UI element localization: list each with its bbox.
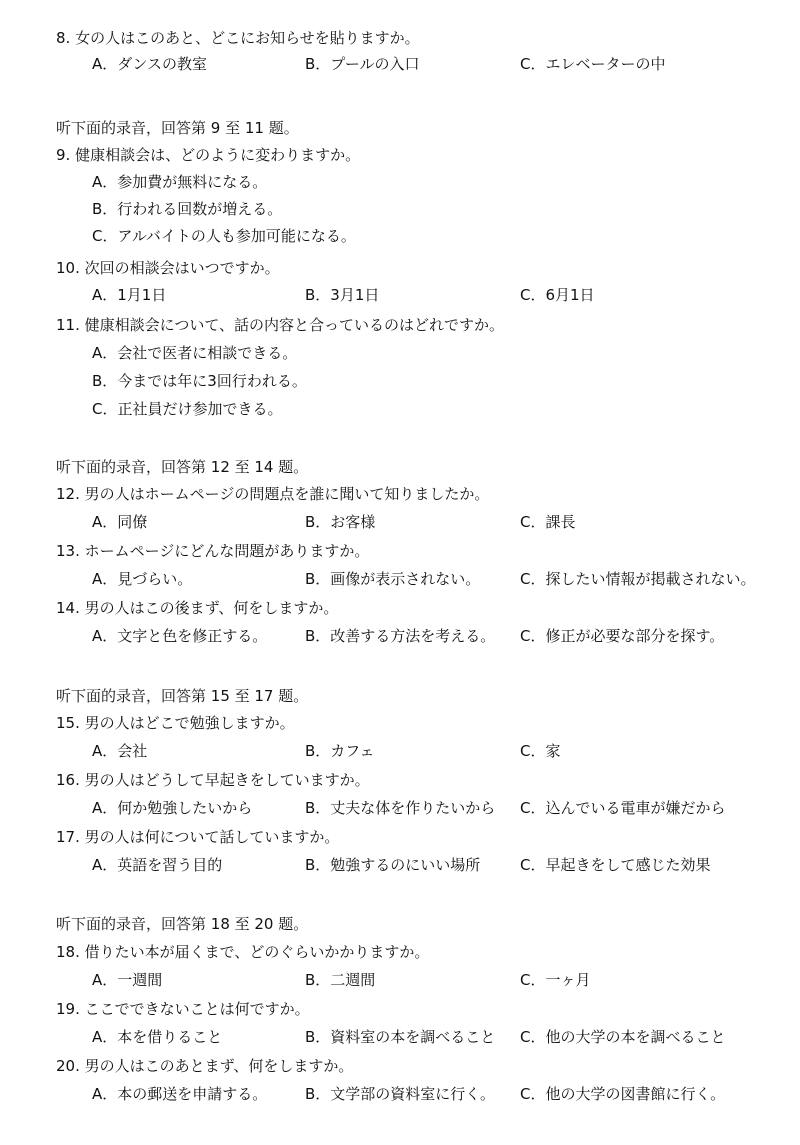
question-12-options [0, 510, 800, 534]
question-20-options [0, 1082, 800, 1106]
option-b: B．お客様 [305, 513, 376, 531]
question-text: 8. 女の人はこのあと、どこにお知らせを貼りますか。 [56, 29, 420, 47]
question-8-options [0, 52, 800, 76]
question-18 [0, 940, 800, 964]
option-c: C．他の大学の図書館に行く。 [520, 1085, 726, 1103]
option-c: C．早起きをして感じた効果 [520, 856, 711, 874]
option-a: A．1月1日 [92, 286, 167, 304]
question-11-option-b [0, 369, 800, 393]
option-b: B．今までは年に3回行われる。 [92, 372, 307, 390]
question-15-options [0, 739, 800, 763]
question-8 [0, 26, 800, 50]
option-a: A．文字と色を修正する。 [92, 627, 268, 645]
option-c: C．一ヶ月 [520, 971, 591, 989]
option-c: C．込んでいる電車が嫌だから [520, 799, 726, 817]
option-b: B．行われる回数が増える。 [92, 200, 283, 218]
question-text: 10. 次回の相談会はいつですか。 [56, 259, 280, 277]
option-c: C．課長 [520, 513, 576, 531]
section-instruction-15 [0, 684, 800, 708]
option-c: C．他の大学の本を調べること [520, 1028, 726, 1046]
option-c: C．6月1日 [520, 286, 595, 304]
question-19 [0, 997, 800, 1021]
question-19-options [0, 1025, 800, 1049]
option-c: C．修正が必要な部分を探す。 [520, 627, 725, 645]
question-17 [0, 825, 800, 849]
question-16 [0, 768, 800, 792]
question-15 [0, 711, 800, 735]
question-11-option-a [0, 341, 800, 365]
section-instruction-9 [0, 116, 800, 140]
question-text: 12. 男の人はホームページの問題点を誰に聞いて知りましたか。 [56, 485, 490, 503]
option-b: B．カフェ [305, 742, 375, 760]
question-9-option-b [0, 197, 800, 221]
option-c: C．アルバイトの人も参加可能になる。 [92, 227, 356, 245]
option-b: B．二週間 [305, 971, 376, 989]
option-a: A．ダンスの教室 [92, 55, 207, 73]
question-text: 17. 男の人は何について話していますか。 [56, 828, 340, 846]
question-10 [0, 256, 800, 280]
question-text: 13. ホームページにどんな問題がありますか。 [56, 542, 370, 560]
section-instruction-18 [0, 912, 800, 936]
question-text: 20. 男の人はこのあとまず、何をしますか。 [56, 1057, 354, 1075]
option-a: A．同僚 [92, 513, 148, 531]
question-17-options [0, 853, 800, 877]
option-b: B．文学部の資料室に行く。 [305, 1085, 495, 1103]
question-text: 18. 借りたい本が届くまで、どのぐらいかかりますか。 [56, 943, 430, 961]
question-13 [0, 539, 800, 563]
option-a: A．会社 [92, 742, 148, 760]
option-b: B．プールの入口 [305, 55, 420, 73]
question-13-options [0, 567, 800, 591]
question-9-option-c [0, 224, 800, 248]
option-a: A．何か勉強したいから [92, 799, 253, 817]
option-b: B．勉強するのにいい場所 [305, 856, 481, 874]
question-10-options [0, 283, 800, 307]
option-a: A．参加費が無料になる。 [92, 173, 268, 191]
option-a: A．一週間 [92, 971, 163, 989]
question-text: 19. ここでできないことは何ですか。 [56, 1000, 310, 1018]
option-c: C．探したい情報が掲載されない。 [520, 570, 756, 588]
question-16-options [0, 796, 800, 820]
option-b: B．改善する方法を考える。 [305, 627, 496, 645]
option-b: B．画像が表示されない。 [305, 570, 481, 588]
section-instruction-12 [0, 455, 800, 479]
section-text: 听下面的录音，回答第 12 至 14 题。 [56, 458, 309, 476]
question-text: 14. 男の人はこの後まず、何をしますか。 [56, 599, 339, 617]
question-11-option-c [0, 397, 800, 421]
question-9-option-a [0, 170, 800, 194]
question-text: 15. 男の人はどこで勉強しますか。 [56, 714, 295, 732]
question-20 [0, 1054, 800, 1078]
option-c: C．家 [520, 742, 561, 760]
option-a: A．英語を習う目的 [92, 856, 223, 874]
question-text: 11. 健康相談会について、話の内容と合っているのはどれですか。 [56, 316, 505, 334]
option-b: B．資料室の本を調べること [305, 1028, 496, 1046]
option-b: B．3月1日 [305, 286, 380, 304]
question-9 [0, 143, 800, 167]
option-a: A．見づらい。 [92, 570, 193, 588]
option-b: B．丈夫な体を作りたいから [305, 799, 496, 817]
question-12 [0, 482, 800, 506]
option-c: C．正社員だけ参加できる。 [92, 400, 283, 418]
question-14-options [0, 624, 800, 648]
section-text: 听下面的录音，回答第 9 至 11 题。 [56, 119, 299, 137]
option-a: A．本を借りること [92, 1028, 223, 1046]
option-a: A．本の郵送を申請する。 [92, 1085, 268, 1103]
section-text: 听下面的录音，回答第 15 至 17 题。 [56, 687, 309, 705]
question-14 [0, 596, 800, 620]
question-text: 16. 男の人はどうして早起きをしていますか。 [56, 771, 370, 789]
section-text: 听下面的录音，回答第 18 至 20 题。 [56, 915, 309, 933]
option-a: A．会社で医者に相談できる。 [92, 344, 298, 362]
question-18-options [0, 968, 800, 992]
question-11 [0, 313, 800, 337]
question-text: 9. 健康相談会は、どのように変わりますか。 [56, 146, 361, 164]
option-c: C．エレベーターの中 [520, 55, 666, 73]
